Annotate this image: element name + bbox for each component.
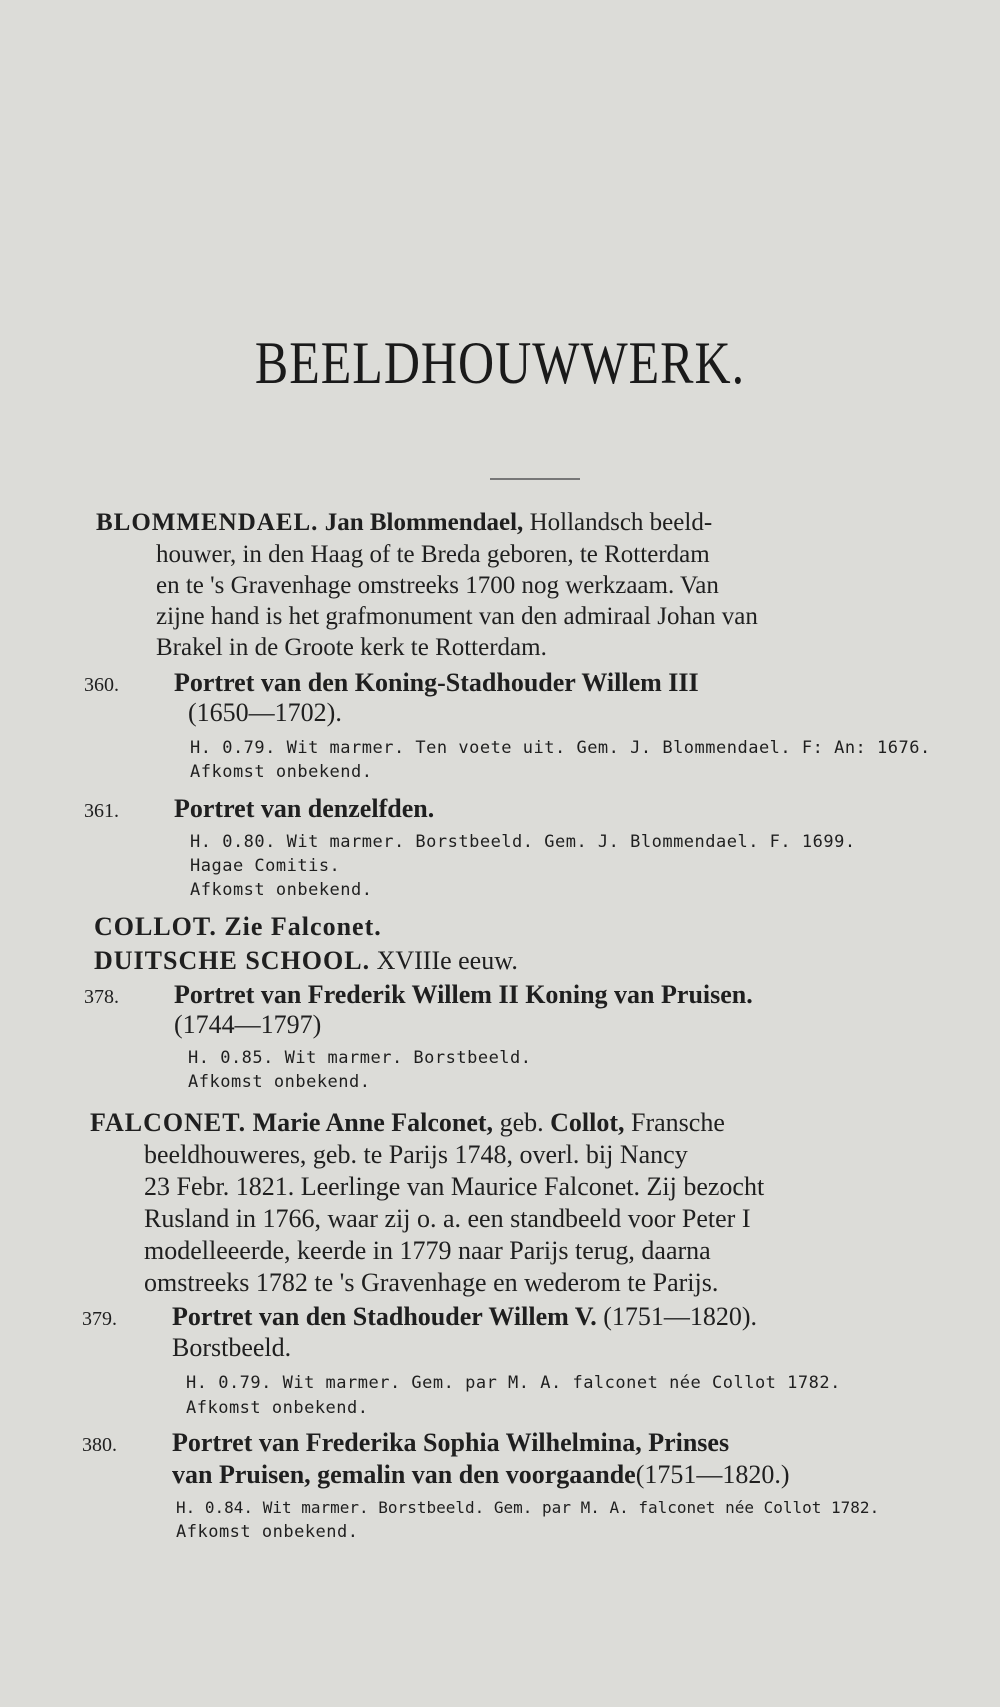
entry-detail: H. 0.80. Wit marmer. Borstbeeld. Gem. J. Blommendael. F. 1699. [190,832,856,852]
artist-text-line: zijne hand is het grafmonument van den admiraal Johan van [156,603,758,630]
entry-provenance: Afkomst onbekend. [190,880,373,900]
entry-detail-2: Hagae Comitis. [190,856,341,876]
entry-detail: H. 0.85. Wit marmer. Borstbeeld. [188,1048,532,1068]
school-name: DUITSCHE SCHOOL. [94,946,371,975]
entry-title-cont [172,1462,790,1488]
artist-name-blommendael: Jan Blommendael, [324,509,524,536]
entry-provenance: Afkomst onbekend. [176,1522,359,1542]
title-divider [490,478,580,480]
artist-blommendael-line1 [96,510,712,535]
entry-number: 379. [82,1308,117,1330]
entry-title-cont: (1744—1797) [174,1010,322,1039]
entry-detail: H. 0.84. Wit marmer. Borstbeeld. Gem. par M. A. falconet née Collot 1782. [176,1498,880,1517]
entry-title: Portret van Frederik Willem II Koning van Pruisen. [174,980,753,1009]
artist-text-line: houwer, in den Haag of te Breda geboren, te Rotterdam [156,541,710,568]
entry-title: Portret van den Koning-Stadhouder Willem III [174,668,699,697]
artist-text-line: beeldhouweres, geb. te Parijs 1748, overl. bij Nancy [144,1140,688,1169]
artist-name-falconet: Marie Anne Falconet, [252,1108,494,1137]
entry-title: Portret van denzelfden. [174,794,435,823]
entry-years: (1751—1820). [603,1302,758,1331]
entry-number: 361. [84,800,119,822]
artist-text-line: Brakel in de Groote kerk te Rotterdam. [156,634,547,661]
entry-361 [84,796,434,822]
entry-378 [84,982,753,1008]
artist-text-line: en te 's Gravenhage omstreeks 1700 nog werkzaam. Van [156,572,719,599]
entry-title-cont: (1650—1702). [188,698,342,727]
page-title: BEELDHOUWWERK. [254,329,746,397]
entry-title: Portret van Frederika Sophia Wilhelmina, Prinses [172,1428,730,1457]
artist-text-line: Hollandsch beeld- [529,509,713,536]
artist-head-blommendael: BLOMMENDAEL. [96,509,319,536]
entry-380 [82,1430,729,1456]
artist-text-word: geb. [499,1108,544,1137]
artist-text-line: 23 Febr. 1821. Leerlinge van Maurice Falconet. Zij bezocht [144,1172,765,1201]
entry-detail: H. 0.79. Wit marmer. Ten voete uit. Gem. J. Blommendael. F: An: 1676. [190,738,931,758]
entry-years: (1751—1820.) [635,1460,790,1489]
school-era: XVIIIe eeuw. [376,946,518,975]
artist-maiden-name: Collot, [550,1108,625,1137]
entry-detail: H. 0.79. Wit marmer. Gem. par M. A. falconet née Collot 1782. [186,1373,841,1393]
entry-title-part: van Pruisen, gemalin van den voorgaande [172,1460,636,1489]
entry-number: 360. [84,674,119,696]
entry-379 [82,1304,757,1330]
entry-provenance: Afkomst onbekend. [188,1072,371,1092]
artist-head-falconet: FALCONET. [90,1108,247,1137]
artist-text-line: Rusland in 1766, waar zij o. a. een standbeeld voor Peter I [144,1204,751,1233]
entry-number: 378. [84,986,119,1008]
entry-number: 380. [82,1434,117,1456]
artist-text-line: modelleeerde, keerde in 1779 naar Parijs terug, daarna [144,1236,711,1265]
entry-title-cont: Borstbeeld. [172,1333,292,1362]
entry-360 [84,670,699,696]
artist-falconet-line1 [90,1110,725,1136]
school-heading [94,948,518,974]
entry-provenance: Afkomst onbekend. [190,762,373,782]
cross-reference-collot: COLLOT. Zie Falconet. [94,912,382,941]
artist-text-line: omstreeks 1782 te 's Gravenhage en wederom te Parijs. [144,1268,719,1297]
entry-title: Portret van den Stadhouder Willem V. [172,1302,597,1331]
entry-provenance: Afkomst onbekend. [186,1398,369,1418]
artist-text-word: Fransche [631,1108,725,1137]
